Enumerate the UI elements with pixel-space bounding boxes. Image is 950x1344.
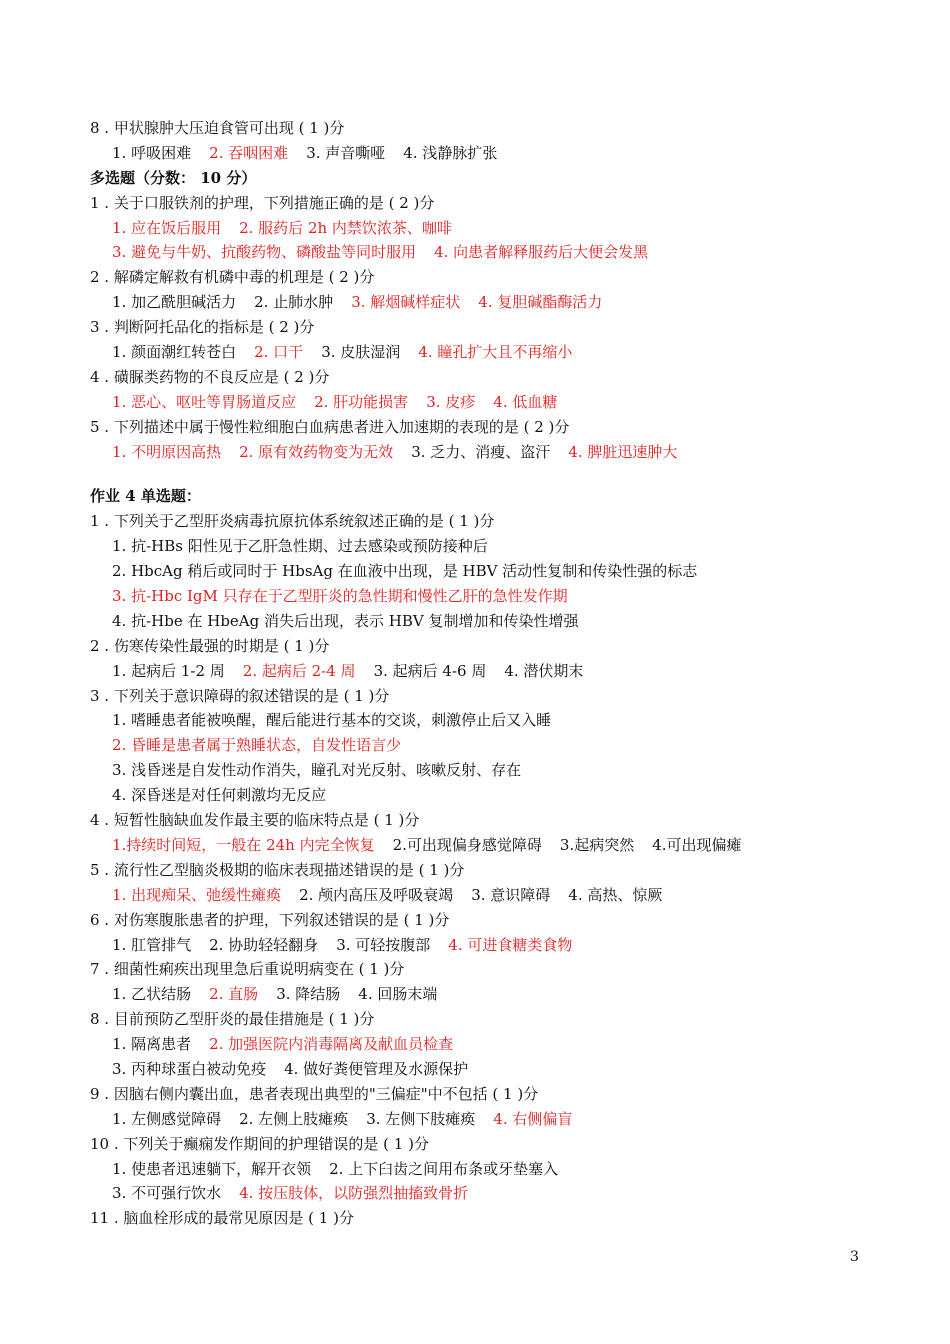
- answer-option: 4. 按压肢体，以防强烈抽搐致骨折: [239, 1184, 469, 1203]
- option-line: [90, 559, 890, 584]
- answer-option: 3. 避免与牛奶、抗酸药物、磷酸盐等同时服用: [112, 243, 417, 262]
- question-line: [90, 808, 890, 833]
- option-text: 1. 肛管排气: [112, 935, 192, 954]
- answer-option: 2. 肝功能损害: [314, 392, 409, 411]
- option-text: 2.可出现偏身感觉障碍: [392, 835, 542, 854]
- answer-option: 4. 右侧偏盲: [493, 1109, 573, 1128]
- option-text: 1. 使患者迅速躺下，解开衣领: [112, 1159, 312, 1178]
- answer-option: 2. 起病后 2-4 周: [242, 661, 356, 680]
- answer-option: 3. 解烟碱样症状: [351, 293, 461, 312]
- answer-option: 4. 瞳孔扩大且不再缩小: [418, 343, 573, 362]
- option-line: [90, 584, 890, 609]
- option-line: [90, 758, 890, 783]
- question-line: [90, 509, 890, 534]
- question-line: [90, 191, 890, 216]
- option-text: 4. 回肠末端: [358, 985, 438, 1004]
- option-text: 2. 止肺水肿: [254, 293, 334, 312]
- option-line: [90, 216, 890, 241]
- blank-line: [90, 464, 890, 484]
- option-line: [90, 390, 890, 415]
- option-text: 2. 协助轻轻翻身: [209, 935, 319, 954]
- line-text: 7 . 细菌性痢疾出现里急后重说明病变在 ( 1 )分: [90, 960, 405, 979]
- question-line: [90, 1007, 890, 1032]
- answer-option: 3. 皮疹: [426, 392, 476, 411]
- answer-option: 4. 复胆碱酯酶活力: [478, 293, 603, 312]
- line-text: 2 . 伤寒传染性最强的时期是 ( 1 )分: [90, 636, 330, 655]
- option-line: [90, 1157, 890, 1182]
- line-text: 5 . 流行性乙型脑炎极期的临床表现描述错误的是 ( 1 )分: [90, 860, 465, 879]
- option-text: 1. 嗜睡患者能被唤醒，醒后能进行基本的交谈，刺激停止后又入睡: [112, 711, 552, 730]
- document-body: [90, 116, 890, 1231]
- option-line: [90, 340, 890, 365]
- option-line: [90, 933, 890, 958]
- answer-option: 4. 向患者解释服药后大便会发黑: [434, 243, 649, 262]
- option-line: [90, 534, 890, 559]
- answer-option: 1. 应在饭后服用: [112, 218, 222, 237]
- question-line: [90, 315, 890, 340]
- option-text: 3. 浅昏迷是自发性动作消失，瞳孔对光反射、咳嗽反射、存在: [112, 761, 522, 780]
- option-text: 1. 起病后 1-2 周: [112, 661, 225, 680]
- option-text: 1. 加乙酰胆碱活力: [112, 293, 237, 312]
- line-text: 3 . 判断阿托品化的指标是 ( 2 )分: [90, 318, 315, 337]
- option-text: 1. 颜面潮红转苍白: [112, 343, 237, 362]
- answer-option: 2. 原有效药物变为无效: [239, 442, 394, 461]
- option-text: 3. 不可强行饮水: [112, 1184, 222, 1203]
- option-text: 1. 左侧感觉障碍: [112, 1109, 222, 1128]
- option-line: [90, 733, 890, 758]
- line-text: 10 . 下列关于癫痫发作期间的护理错误的是 ( 1 )分: [90, 1134, 429, 1153]
- question-line: [90, 684, 890, 709]
- line-text: 9 . 因脑右侧内囊出血，患者表现出典型的"三偏症"中不包括 ( 1 )分: [90, 1084, 539, 1103]
- option-text: 3. 降结肠: [276, 985, 341, 1004]
- answer-option: 3. 抗-Hbc IgM 只存在于乙型肝炎的急性期和慢性乙肝的急性发作期: [112, 587, 568, 606]
- option-text: 1. 抗-HBs 阳性见于乙肝急性期、过去感染或预防接种后: [112, 537, 488, 556]
- question-line: [90, 908, 890, 933]
- line-text: 多选题（分数： 10 分）: [90, 168, 257, 187]
- option-text: 3. 乏力、消瘦、盗汗: [411, 442, 551, 461]
- answer-option: 1. 恶心、呕吐等胃肠道反应: [112, 392, 297, 411]
- option-text: 4. 做好粪便管理及水源保护: [284, 1059, 469, 1078]
- option-text: 3. 意识障碍: [471, 885, 551, 904]
- line-text: 5 . 下列描述中属于慢性粒细胞白血病患者进入加速期的表现的是 ( 2 )分: [90, 417, 570, 436]
- question-line: [90, 365, 890, 390]
- option-text: 2. 颅内高压及呼吸衰竭: [299, 885, 454, 904]
- line-text: 4 . 磺脲类药物的不良反应是 ( 2 )分: [90, 367, 330, 386]
- option-text: 1. 隔离患者: [112, 1035, 192, 1054]
- question-line: [90, 415, 890, 440]
- answer-option: 2. 直肠: [209, 985, 259, 1004]
- option-line: [90, 659, 890, 684]
- option-line: [90, 240, 890, 265]
- option-line: [90, 883, 890, 908]
- question-line: [90, 1132, 890, 1157]
- option-line: [90, 440, 890, 465]
- option-line: [90, 982, 890, 1007]
- option-text: 3.起病突然: [559, 835, 635, 854]
- option-line: [90, 783, 890, 808]
- question-line: [90, 1206, 890, 1231]
- answer-option: 2. 服药后 2h 内禁饮浓茶、咖啡: [239, 218, 452, 237]
- option-line: [90, 1057, 890, 1082]
- option-text: 3. 皮肤湿润: [321, 343, 401, 362]
- answer-option: 1. 不明原因高热: [112, 442, 222, 461]
- answer-option: 4. 脾脏迅速肿大: [568, 442, 678, 461]
- page-number: 3: [850, 1249, 859, 1265]
- option-text: 4. 抗-Hbe 在 HbeAg 消失后出现，表示 HBV 复制增加和传染性增强: [112, 611, 579, 630]
- answer-option: 2. 口干: [254, 343, 304, 362]
- option-text: 3. 左侧下肢瘫痪: [366, 1109, 476, 1128]
- answer-option: 4. 可进食糖类食物: [448, 935, 573, 954]
- question-line: [90, 265, 890, 290]
- question-line: [90, 957, 890, 982]
- line-text: 11 . 脑血栓形成的最常见原因是 ( 1 )分: [90, 1209, 354, 1228]
- answer-option: 1.持续时间短，一般在 24h 内完全恢复: [112, 835, 375, 854]
- option-line: [90, 708, 890, 733]
- line-text: 4 . 短暂性脑缺血发作最主要的临床特点是 ( 1 )分: [90, 811, 420, 830]
- option-line: [90, 1181, 890, 1206]
- line-text: 8 . 目前预防乙型肝炎的最佳措施是 ( 1 )分: [90, 1010, 375, 1029]
- question-line: [90, 634, 890, 659]
- line-text: 3 . 下列关于意识障碍的叙述错误的是 ( 1 )分: [90, 686, 390, 705]
- option-line: [90, 833, 890, 858]
- option-text: 2. HbcAg 稍后或同时于 HbsAg 在血液中出现，是 HBV 活动性复制和传染性强的标志: [112, 562, 698, 581]
- question-line: [90, 1082, 890, 1107]
- option-line: [90, 609, 890, 634]
- line-text: 1 . 下列关于乙型肝炎病毒抗原抗体系统叙述正确的是 ( 1 )分: [90, 512, 495, 531]
- option-text: 3. 起病后 4-6 周: [373, 661, 487, 680]
- option-text: 4. 潜伏期末: [504, 661, 584, 680]
- option-text: 4. 高热、惊厥: [568, 885, 663, 904]
- answer-option: 2. 加强医院内消毒隔离及献血员检查: [209, 1035, 454, 1054]
- section-heading: [90, 166, 890, 191]
- question-line: [90, 116, 890, 141]
- line-text: 8 . 甲状腺肿大压迫食管可出现 ( 1 )分: [90, 119, 345, 137]
- line-text: 6 . 对伤寒腹胀患者的护理，下列叙述错误的是 ( 1 )分: [90, 910, 450, 929]
- option-line: [90, 290, 890, 315]
- option-text: 2. 上下臼齿之间用布条或牙垫塞入: [329, 1159, 559, 1178]
- option-text: 3. 丙种球蛋白被动免疫: [112, 1059, 267, 1078]
- option-text: 4.可出现偏瘫: [652, 835, 742, 854]
- answer-option: 4. 低血糖: [493, 392, 558, 411]
- option-text: 4. 浅静脉扩张: [403, 143, 498, 162]
- line-text: 作业 4 单选题：: [90, 487, 201, 506]
- answer-option: 1. 出现痴呆、弛缓性瘫痪: [112, 885, 282, 904]
- answer-option: 2. 吞咽困难: [209, 143, 289, 162]
- option-text: 2. 左侧上肢瘫痪: [239, 1109, 349, 1128]
- option-text: 4. 深昏迷是对任何刺激均无反应: [112, 786, 327, 805]
- option-line: [90, 1032, 890, 1057]
- option-line: [90, 141, 890, 166]
- answer-option: 2. 昏睡是患者属于熟睡状态，自发性语言少: [112, 736, 402, 755]
- line-text: 1 . 关于口服铁剂的护理，下列措施正确的是 ( 2 )分: [90, 193, 435, 212]
- line-text: 2 . 解磷定解救有机磷中毒的机理是 ( 2 )分: [90, 268, 375, 287]
- section-heading: [90, 484, 890, 509]
- option-text: 3. 声音嘶哑: [306, 143, 386, 162]
- option-text: 1. 乙状结肠: [112, 985, 192, 1004]
- option-text: 1. 呼吸困难: [112, 143, 192, 162]
- option-text: 3. 可轻按腹部: [336, 935, 431, 954]
- question-line: [90, 858, 890, 883]
- option-line: [90, 1107, 890, 1132]
